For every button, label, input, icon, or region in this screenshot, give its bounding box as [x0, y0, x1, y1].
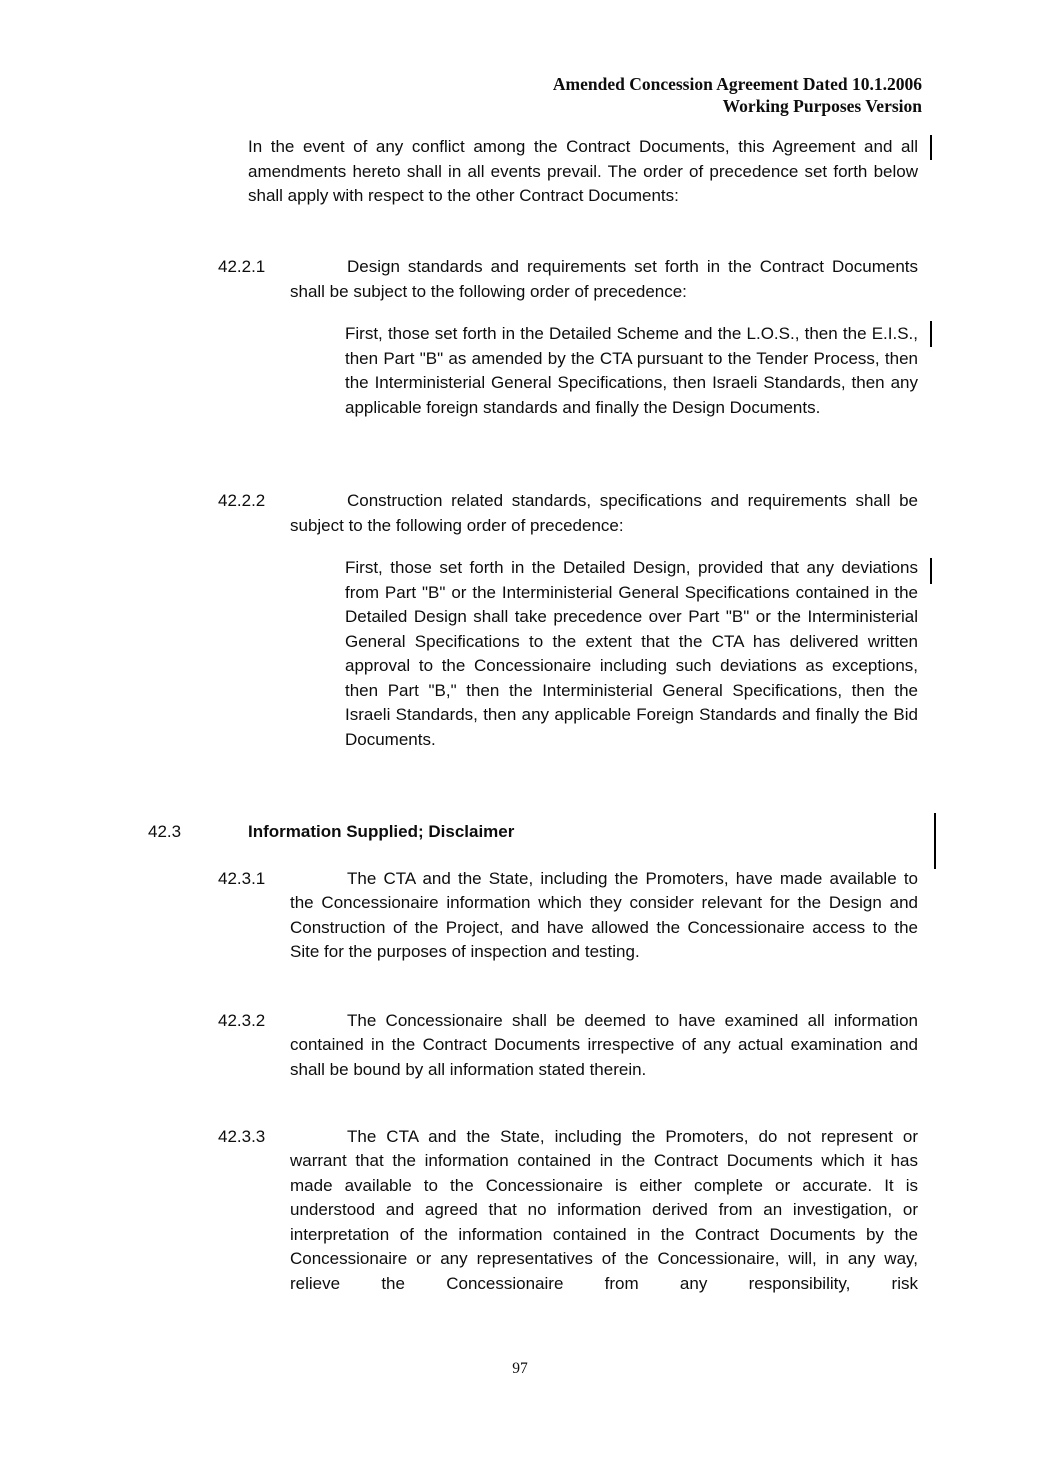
clause-text: Design standards and requirements set forth in the Contract Documents shall be subject to the following order of precedence:: [290, 257, 918, 301]
clause-number: 42.3.1: [218, 868, 266, 888]
intro-paragraph: In the event of any conflict among the Contract Documents, this Agreement and all amendments hereto shall in all events prevail. The order of precedence set forth below shall apply with respect to the other Contract Documents:: [248, 137, 918, 205]
section-heading-42-3: [148, 820, 918, 845]
clause-text: Construction related standards, specifications and requirements shall be subject to the following order of precedence:: [290, 491, 918, 535]
clause-text: The CTA and the State, including the Promoters, have made available to the Concessionaire information which they consider relevant for the Design and Construction of the Project, and have allowed the Concessionaire access to the Site for the purposes of inspection and testing.: [290, 868, 918, 961]
page-number: 97: [512, 1360, 528, 1377]
clause-number: 42.2.2: [218, 491, 266, 510]
header-title: Amended Concession Agreement Dated 10.1.2006: [552, 74, 922, 94]
clause-42-2-2: [218, 489, 918, 538]
change-bar: [930, 135, 932, 160]
clause-number: 42.3.2: [218, 1010, 266, 1030]
change-bar: [930, 321, 932, 347]
document-body: [148, 135, 918, 1321]
clause-42-2-1: [218, 255, 918, 304]
section-title: Information Supplied; Disclaimer: [248, 822, 515, 841]
header-subtitle: Working Purposes Version: [722, 95, 922, 116]
clause-number: 42.2.1: [218, 257, 266, 276]
section-number: 42.3: [148, 822, 182, 841]
change-bar: [930, 558, 932, 584]
clause-text: The CTA and the State, including the Promoters, do not represent or warrant that the information contained in the Contract Documents which it has made available to the Concessionaire is either complete or accurate. It is understood and agreed that no information derived from an investigation, or interpretation of the information contained in the Contract Documents by the Concessionaire or any representatives of the Concessionaire, will, in any way, relieve the Concessionaire from any responsibility, risk: [290, 1126, 918, 1293]
clause-42-3-2: [218, 1009, 918, 1107]
clause-text: The Concessionaire shall be deemed to have examined all information contained in the Contract Documents irrespective of any actual examination and shall be bound by all information stated therein.: [290, 1010, 918, 1079]
change-bar: [934, 813, 936, 869]
clause-number: 42.3.3: [218, 1126, 266, 1146]
clause-42-3-3: [218, 1125, 918, 1321]
clause-42-3-1: [218, 867, 918, 989]
subparagraph-42-2-1: First, those set forth in the Detailed Scheme and the L.O.S., then the E.I.S., then Part "B" as amended by the CTA pursuant to the Tender Process, then the Interministerial General Specifications, then Israeli Standards, then any applicable foreign standards and finally the Design Documents.: [345, 324, 918, 417]
document-header: [553, 74, 922, 117]
subparagraph-42-2-2: First, those set forth in the Detailed Design, provided that any deviations from Part "B" or the Interministerial General Specifications contained in the Detailed Design shall take precedence over Part "B" or the Interministerial General Specifications to the extent that the CTA has delivered written approval to the Concessionaire including such deviations as exceptions, then Part "B," then the Interministerial General Specifications, then the Israeli Standards, then any applicable Foreign Standards and finally the Bid Documents.: [345, 558, 918, 749]
